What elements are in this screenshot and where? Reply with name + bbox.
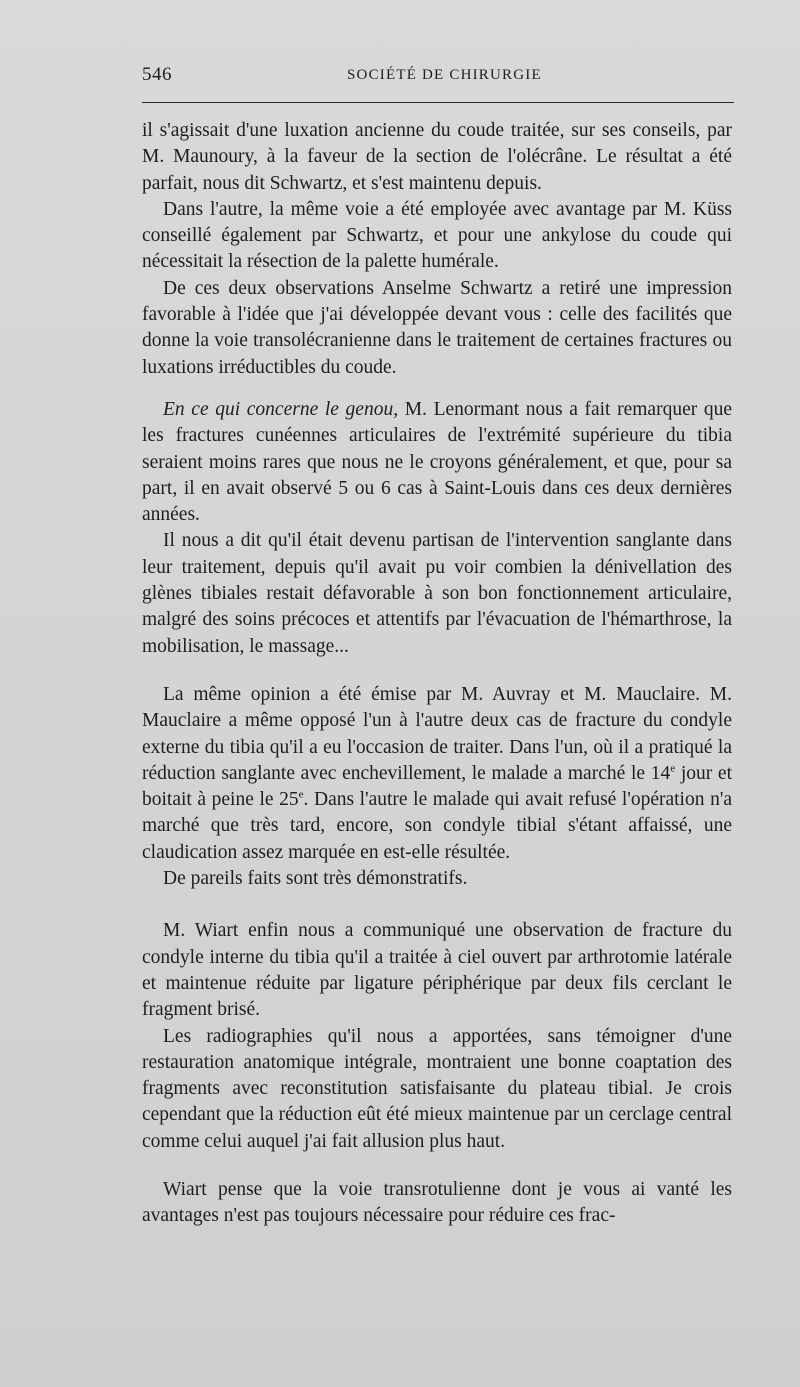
paragraph-radiographies [142, 1024, 732, 1155]
italic-lead: En ce qui concerne le genou, [163, 398, 399, 420]
paragraph-demonstratifs [142, 866, 732, 892]
body-text [142, 118, 732, 1230]
paragraph-text: Dans l'autre, la même voie a été employée avec avantage par M. Küss conseillé également par Schwartz, et pour une ankylose du coude qui nécessitait la résection de la palette humérale. [142, 198, 732, 273]
paragraph-text: La même opinion a été émise par M. Auvray et M. Mauclaire. M. Mauclaire a même opposé l'un à l'autre deux cas de fracture du condyle externe du tibia qu'il a eu l'occasion de traiter. Dans l'un, où il a pratiqué la réduction sanglante avec enchevillement, le malade a marché le 14 [142, 683, 732, 784]
paragraph-text: Wiart pense que la voie transrotulienne dont je vous ai vanté les avantages n'est pas toujours nécessaire pour réduire ces frac- [142, 1178, 732, 1227]
paragraph-text: M. Wiart enfin nous a communiqué une observation de fracture du condyle interne du tibia qu'il a traitée à ciel ouvert par arthrotomie latérale et maintenue réduite par ligature périphérique par deux fils cerclant le fragment brisé. [142, 920, 732, 1021]
paragraph-genou [142, 397, 732, 528]
paragraph-voie-transrotulienne [142, 1177, 732, 1230]
paragraph-auvray-mauclaire [142, 682, 732, 866]
paragraph-text: il s'agissait d'une luxation ancienne du coude traitée, sur ses conseils, par M. Maunoury, à la faveur de la section de l'olécrâne. Le résultat a été parfait, nous dit Schwartz, et s'est maintenu depuis. [142, 120, 732, 194]
superscript-e: e [670, 762, 676, 775]
paragraph-intervention-sanglante [142, 528, 732, 659]
page-number: 546 [142, 64, 172, 85]
paragraph-text: De ces deux observations Anselme Schwartz a retiré une impression favorable à l'idée que j'ai développée devant vous : celle des facilités que donne la voie transolécranienne dans le traitement de certaines fractures ou luxations irréductibles du coude. [142, 277, 732, 378]
paragraph-text: Les radiographies qu'il nous a apportées, sans témoigner d'une restauration anatomique intégrale, montraient une bonne coaptation des fragments avec reconstitution satisfaisante du plateau tibial. Je crois cependant que la réduction eût été mieux maintenue par un cerclage central comme celui auquel j'ai fait allusion plus haut. [142, 1025, 732, 1152]
paragraph-text: jour et boitait à peine le 25 [142, 762, 733, 811]
paragraph-text: . Dans l'autre le malade qui avait refusé l'opération n'a marché que très tard, encore, son condyle tibial s'étant affaissé, une claudication assez marquée en est-elle résultée. [142, 789, 732, 863]
paragraph-text: M. Lenormant nous a fait remarquer que les fractures cunéennes articulaires de l'extrémité supérieure du tibia seraient moins rares que nous ne le croyons généralement, et que, pour sa part, il en avait observé 5 ou 6 cas à Saint-Louis dans ces deux dernières années. [142, 398, 732, 526]
page-header [142, 64, 734, 88]
paragraph-kuss [142, 197, 732, 276]
header-rule [142, 102, 734, 103]
superscript-e: e [298, 788, 304, 801]
running-head: SOCIÉTÉ DE CHIRURGIE [347, 67, 542, 83]
paragraph-text: Il nous a dit qu'il était devenu partisan de l'intervention sanglante dans leur traitement, depuis qu'il avait pu voir combien la dénivellation des glènes tibiales restait défavorable à son bon fonctionnement articulaire, malgré des soins précoces et attentifs par l'évacuation de l'hémarthrose, la mobilisation, le massage... [142, 530, 732, 657]
paragraph-wiart-observation [142, 918, 732, 1023]
paragraph-luxation-coude [142, 118, 732, 197]
paragraph-text: De pareils faits sont très démonstratifs. [163, 868, 468, 890]
paragraph-anselme-schwartz [142, 276, 732, 381]
